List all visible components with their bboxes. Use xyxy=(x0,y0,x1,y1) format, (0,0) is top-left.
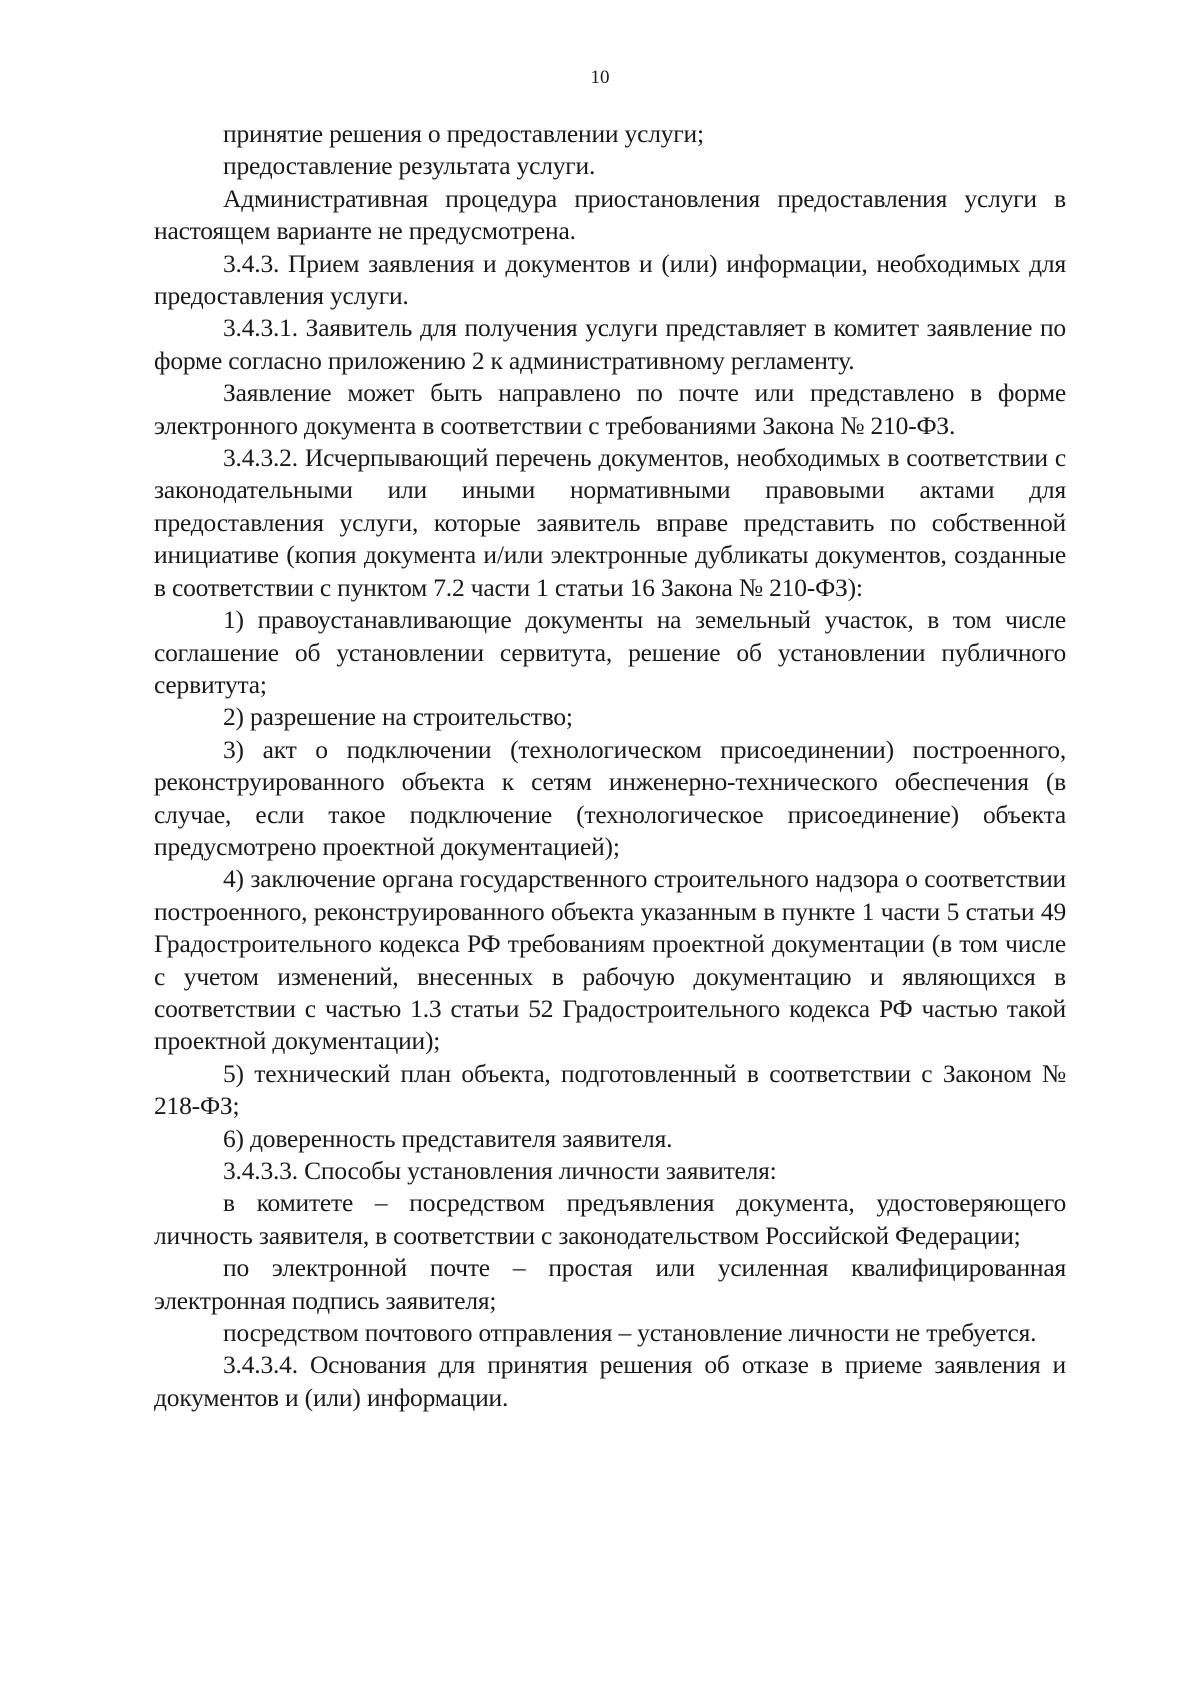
paragraph-decision: принятие решения о предоставлении услуги; xyxy=(223,119,704,148)
identity-in-committee: в комитете – посредством предъявления документа, удостоверяющего личность заявителя, в соответствии с законодательством Российской Федерации; xyxy=(154,1188,1066,1250)
document-body xyxy=(154,118,1066,1414)
page-number: 10 xyxy=(590,67,610,88)
list-item-5: 5) технический план объекта, подготовленный в соответствии с Законом № 218-ФЗ; xyxy=(154,1058,1066,1121)
list-item-6: 6) доверенность представителя заявителя. xyxy=(223,1123,673,1153)
section-3-4-3-1: 3.4.3.1. Заявитель для получения услуги представляет в комитет заявление по форме согласно приложению 2 к административному регламенту. xyxy=(154,313,1066,375)
section-3-4-3: 3.4.3. Прием заявления и документов и (или) информации, необходимых для предоставления услуги. xyxy=(154,248,1066,311)
section-3-4-3-3: 3.4.3.3. Способы установления личности заявителя: xyxy=(223,1156,777,1185)
list-item-2: 2) разрешение на строительство; xyxy=(223,702,573,732)
list-item-4: 4) заключение органа государственного строительного надзора о соответствии построенного, реконструированного объекта указанным в пункте 1 части 5 статьи 49 Градостроительного кодекса РФ требованиям проектной документации (в том числе с учетом изменений, внесенных в рабочую документацию и являющихся в соответствии с частью 1.3 статьи 52 Градостроительного кодекса РФ частью такой проектной документации); xyxy=(154,864,1066,1056)
paragraph-submission: Заявление может быть направлено по почте или представлено в форме электронного документа в соответствии с требованиями Закона № 210-ФЗ. xyxy=(154,378,1066,440)
section-3-4-3-4: 3.4.3.4. Основания для принятия решения об отказе в приеме заявления и документов и (или) информации. xyxy=(154,1350,1066,1412)
identity-by-post: посредством почтового отправления – установление личности не требуется. xyxy=(223,1318,1037,1348)
identity-by-email: по электронной почте – простая или усиленная квалифицированная электронная подпись заявителя; xyxy=(154,1253,1066,1315)
list-item-1: 1) правоустанавливающие документы на земельный участок, в том числе соглашение об установлении сервитута, решение об установлении публичного сервитута; xyxy=(154,605,1066,699)
section-3-4-3-2: 3.4.3.2. Исчерпывающий перечень документов, необходимых в соответствии с законодательными или иными нормативными правовыми актами для предоставления услуги, которые заявитель вправе представить по собственной инициативе (копия документа и/или электронные дубликаты документов, созданные в соответствии с пунктом 7.2 части 1 статьи 16 Закона № 210-ФЗ): xyxy=(154,443,1066,602)
paragraph-suspension: Административная процедура приостановления предоставления услуги в настоящем варианте не предусмотрена. xyxy=(154,183,1066,246)
paragraph-result: предоставление результата услуги. xyxy=(223,151,596,181)
list-item-3: 3) акт о подключении (технологическом присоединении) построенного, реконструированного объекта к сетям инженерно-технического обеспечения (в случае, если такое подключение (технологическое присоединение) объекта предусмотрено проектной документацией); xyxy=(154,734,1066,861)
